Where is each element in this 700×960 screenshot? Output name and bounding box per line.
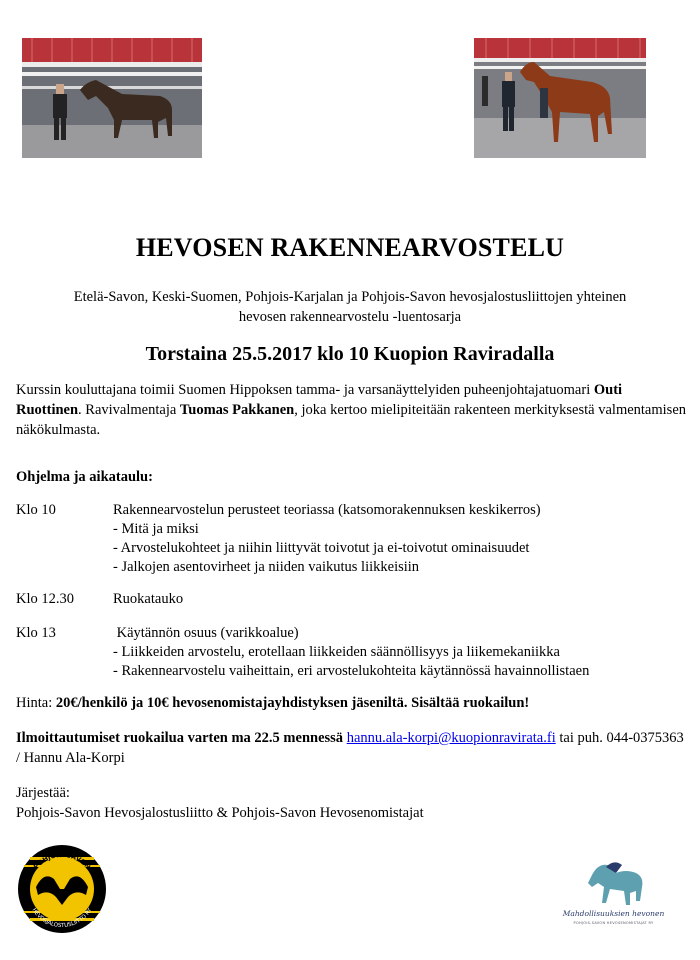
horse-silhouette-icon <box>556 855 671 910</box>
logo-right-text: Mahdollisuuksien hevonen <box>562 909 665 918</box>
registration-contact: tai puh. 044-0375363 / Hannu Ala-Korpi <box>16 730 684 766</box>
trainers-text-2: . Ravivalmentaja <box>78 402 180 418</box>
organizers-label: Järjestää: <box>16 785 70 801</box>
schedule-title: Rakennearvostelun perusteet teoriassa (katsomorakennuksen keskikerros) <box>113 502 541 518</box>
organizers-paragraph <box>16 783 688 823</box>
schedule-time: Klo 12.30 <box>16 591 74 607</box>
price-label: Hinta: <box>16 695 56 711</box>
document-title: HEVOSEN RAKENNEARVOSTELU <box>135 233 565 262</box>
price-line <box>16 693 688 713</box>
trainers-paragraph <box>16 380 688 440</box>
schedule-item: - Arvostelukohteet ja niihin liittyvät toivotut ja ei-toivotut ominaisuudet <box>113 540 530 556</box>
price-text: 20€/henkilö ja 10€ hevosenomistajayhdistyksen jäseniltä. Sisältää ruokailun! <box>55 695 530 711</box>
schedule-time: Klo 10 <box>16 502 56 518</box>
registration-deadline: Ilmoittautumiset ruokailua varten ma 22.5 mennessä <box>16 730 344 746</box>
logo-left-top-text: POHJOIS-SAVON <box>32 850 92 871</box>
schedule-time: Klo 13 <box>16 625 56 641</box>
intro-line-2: hevosen rakennearvostelu -luentosarja <box>238 309 462 325</box>
horse-photo-right <box>474 38 646 158</box>
schedule-title: Ruokatauko <box>113 591 184 607</box>
logo-right-subtext: POHJOIS-SAVON HEVOSENOMISTAJAT RY <box>573 921 654 925</box>
trainer-name-2: Tuomas Pakkanen <box>179 402 295 418</box>
intro-line-1: Etelä-Savon, Keski-Suomen, Pohjois-Karjalan ja Pohjois-Savon hevosjalostusliittojen yhteinen <box>73 289 627 305</box>
intro-text <box>0 287 700 327</box>
pohjois-savon-hevosjalostusliitto-logo <box>16 843 108 935</box>
schedule-item: - Mitä ja miksi <box>113 521 199 537</box>
schedule-title: Käytännön osuus (varikkoalue) <box>113 625 299 641</box>
event-date-location: Torstaina 25.5.2017 klo 10 Kuopion Raviradalla <box>145 343 555 365</box>
schedule-item: - Liikkeiden arvostelu, erotellaan liikkeiden säännöllisyys ja liikemekaniikka <box>113 644 560 660</box>
program-heading: Ohjelma ja aikataulu: <box>16 469 153 485</box>
trainer-name-1: Outi Ruottinen <box>16 382 623 418</box>
logo-left-bottom-text: HEVOSJALOSTUSLIITTO RY <box>30 907 94 930</box>
horse-photo-left <box>22 38 202 158</box>
organizers-text: Pohjois-Savon Hevosjalostusliitto & Pohjois-Savon Hevosenomistajat <box>16 805 424 821</box>
registration-email-link[interactable]: hannu.ala-korpi@kuopionravirata.fi <box>346 730 556 746</box>
trainers-text-1: Kurssin kouluttajana toimii Suomen Hippoksen tamma- ja varsanäyttelyiden puheenjohtajatuomari <box>16 382 594 398</box>
schedule-item: - Jalkojen asentovirheet ja niiden vaikutus liikkeisiin <box>113 559 420 575</box>
registration-paragraph <box>16 728 688 768</box>
schedule-item: - Rakennearvostelu vaiheittain, eri arvostelukohteita käytännössä havainnollistaen <box>113 663 590 679</box>
trainers-text-3: , joka kertoo mielipiteitään rakenteen merkityksestä valmentamisen näkökulmasta. <box>16 402 687 438</box>
mahdollisuuksien-hevonen-logo <box>556 855 671 935</box>
